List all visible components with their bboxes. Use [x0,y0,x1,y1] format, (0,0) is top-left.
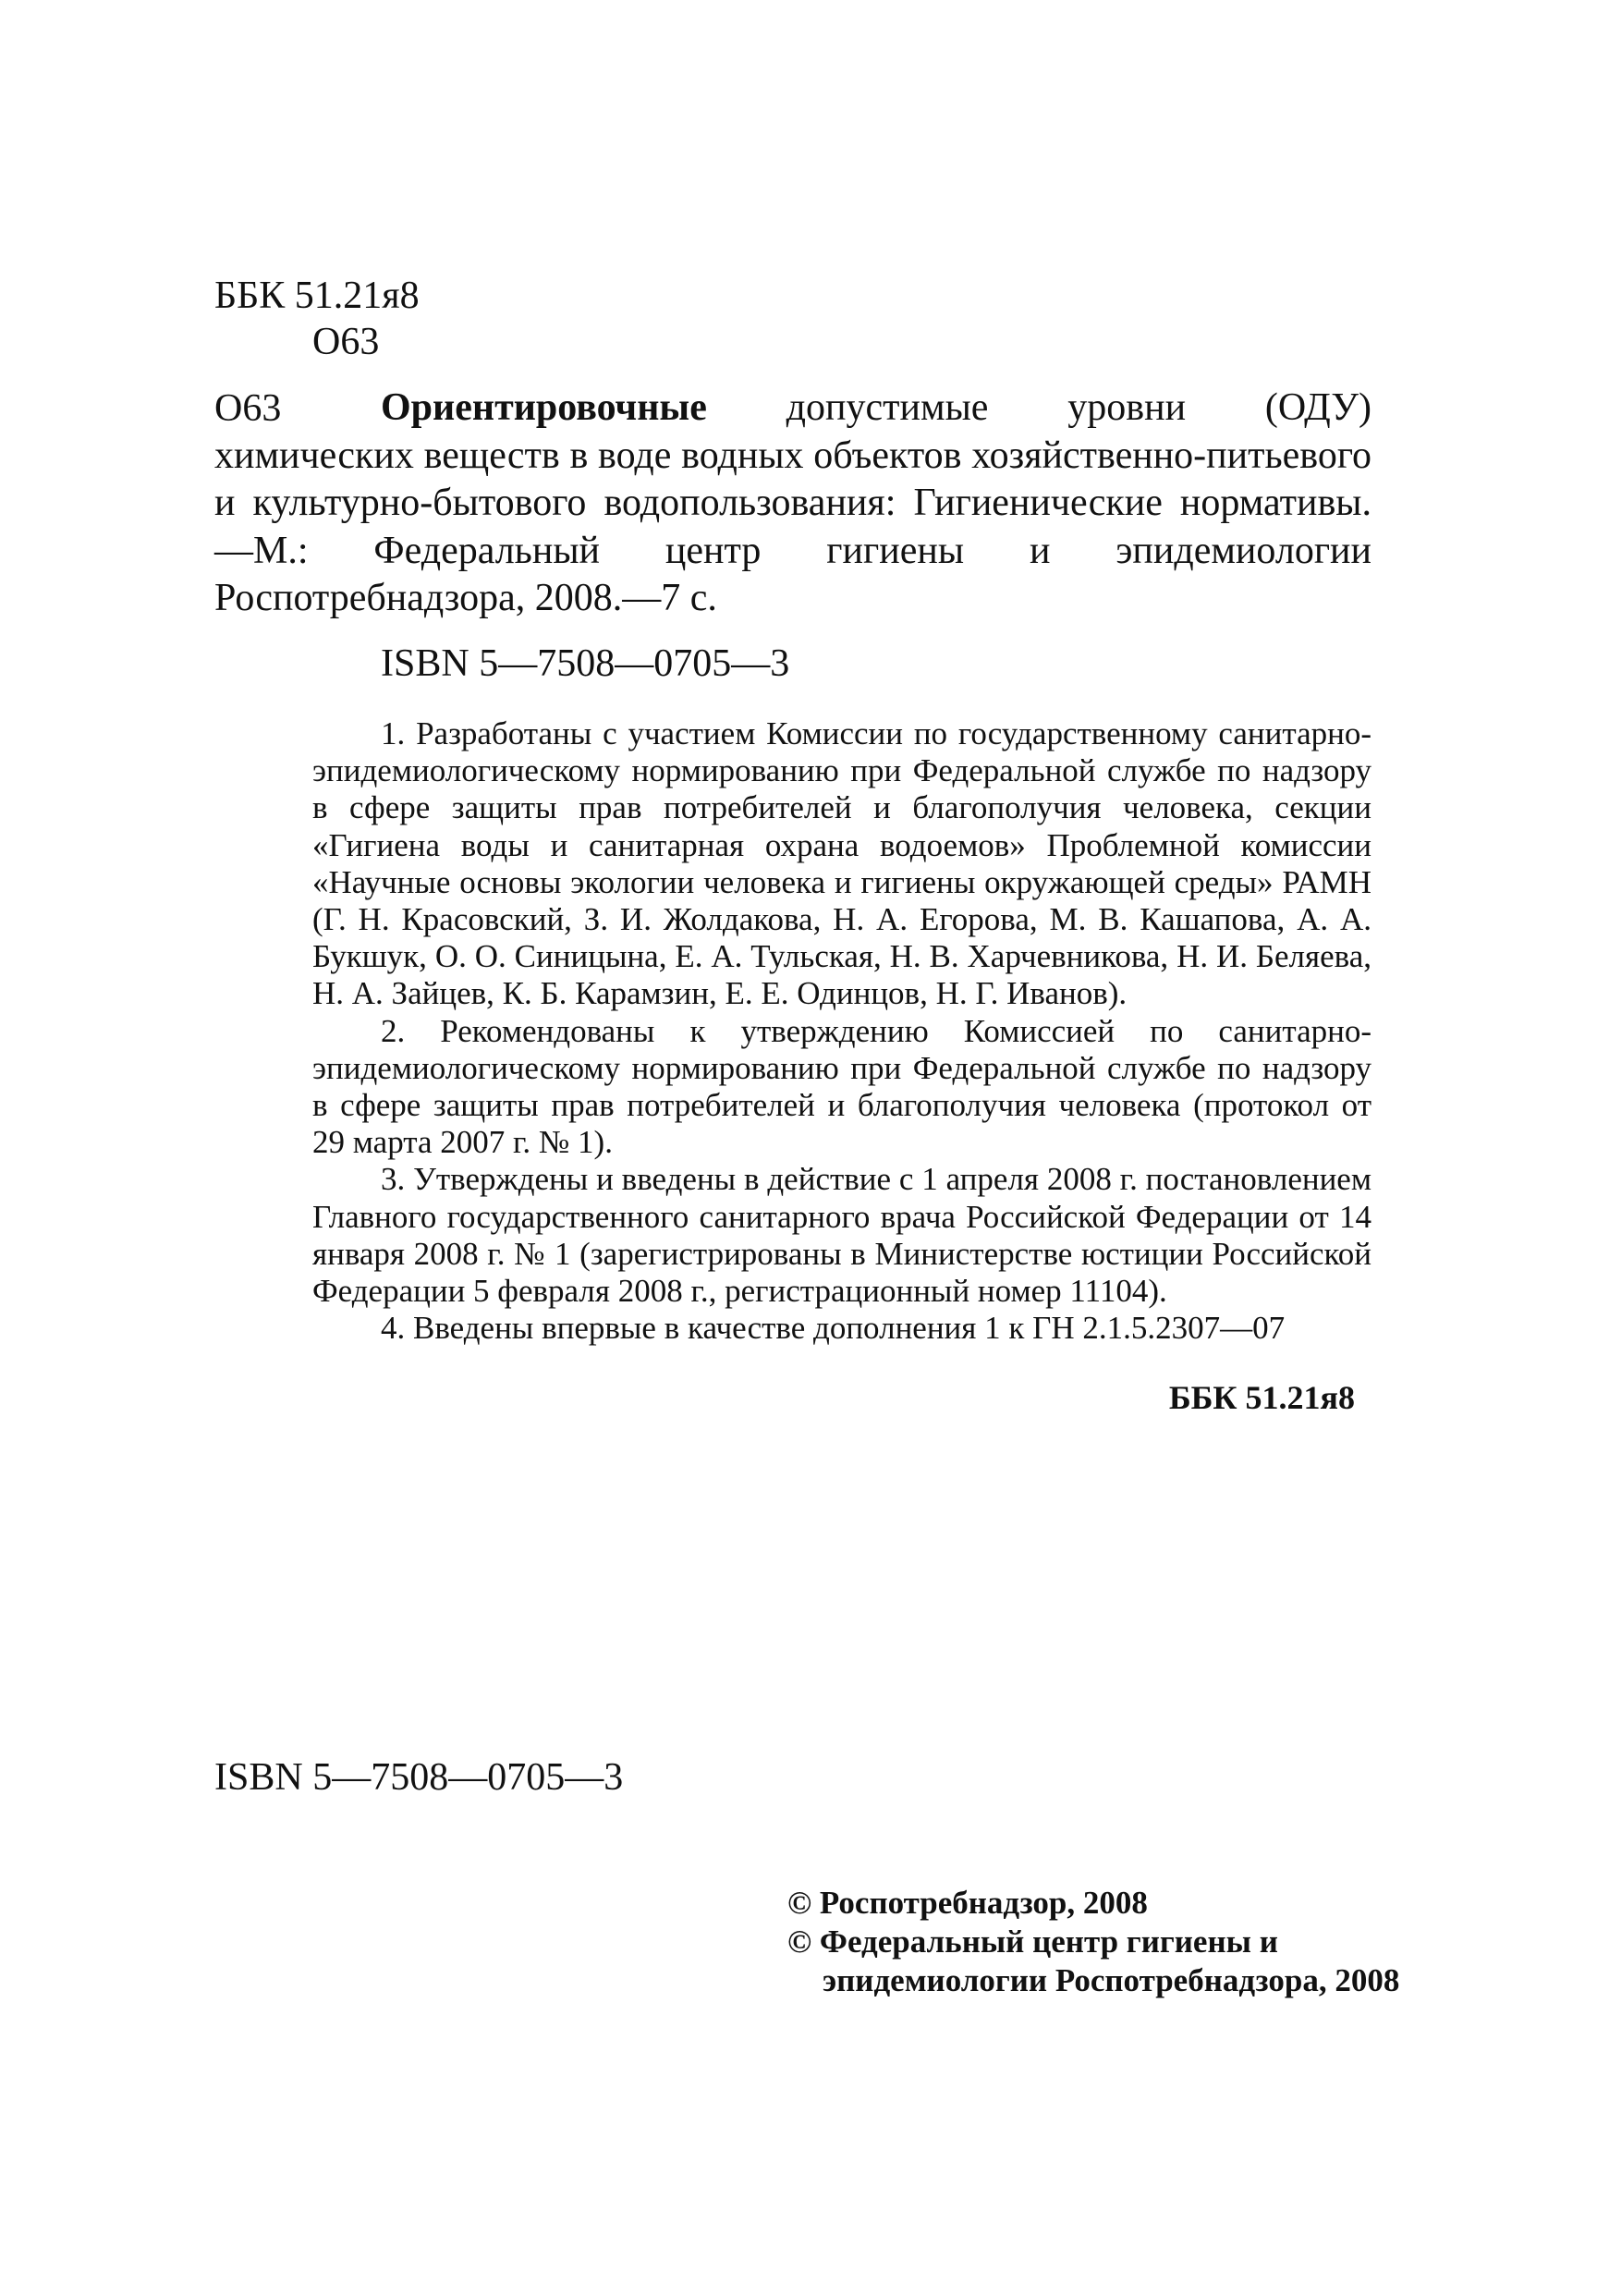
entry-body: допустимые уровни (ОДУ) химических веществ в воде водных объектов хозяйственно-питьевого и культурно-бытового водопользования: Гигиенические нормативы.—М.: Федеральный центр гигиены и эпидемиологии Роспотребнадзора, 2008.—7 с. [214,386,1371,619]
copyright-line: © Роспотребнадзор, 2008 [787,1885,1148,1921]
copyright-line: © Федеральный центр гигиены и [787,1924,1278,1960]
notes-list [312,715,1371,1347]
note-item: 1. Разработаны с участием Комиссии по государственному санитарно-эпидемиологическому нормированию при Федеральной службе по надзору в сфере защиты прав потребителей и благополучия человека, секции «Гигиена воды и санитарная охрана водоемов» Проблемной комиссии «Научные основы экологии человека и гигиены окружающей среды» РАМН (Г. Н. Красовский, З. И. Жолдакова, Н. А. Егорова, М. В. Кашапова, А. А. Букшук, О. О. Синицына, Е. А. Тульская, Н. В. Харчевникова, Н. И. Беляева, Н. А. Зайцев, К. Б. Карамзин, Е. Е. Одинцов, Н. Г. Иванов). [312,715,1371,1012]
entry-title-lead: Ориентировочные [381,386,707,429]
copyright-block [787,1884,1434,2000]
bbk-right: ББК 51.21я8 [1168,1379,1355,1416]
catalog-entry [214,385,1371,623]
author-mark-top: О63 [312,321,380,363]
note-item: 3. Утверждены и введены в действие с 1 апреля 2008 г. постановлением Главного государственного санитарного врача Российской Федерации от 14 января 2008 г. № 1 (зарегистрированы в Министерстве юстиции Российской Федерации 5 февраля 2008 г., регистрационный номер 11104). [312,1161,1371,1310]
entry-isbn: ISBN 5—7508—0705—3 [381,642,790,685]
isbn-bottom: ISBN 5—7508—0705—3 [214,1756,624,1799]
note-item: 4. Введены впервые в качестве дополнения 1 к ГН 2.1.5.2307—07 [381,1310,1286,1347]
copyright-line: эпидемиологии Роспотребнадзора, 2008 [823,1962,1400,1998]
bbk-classification: ББК 51.21я8 [214,275,420,317]
note-item: 2. Рекомендованы к утверждению Комиссией по санитарно-эпидемиологическому нормированию при Федеральной службе по надзору в сфере защиты прав потребителей и благополучия человека (протокол от 29 марта 2007 г. № 1). [312,1012,1371,1161]
entry-author-mark: О63 [214,387,282,430]
